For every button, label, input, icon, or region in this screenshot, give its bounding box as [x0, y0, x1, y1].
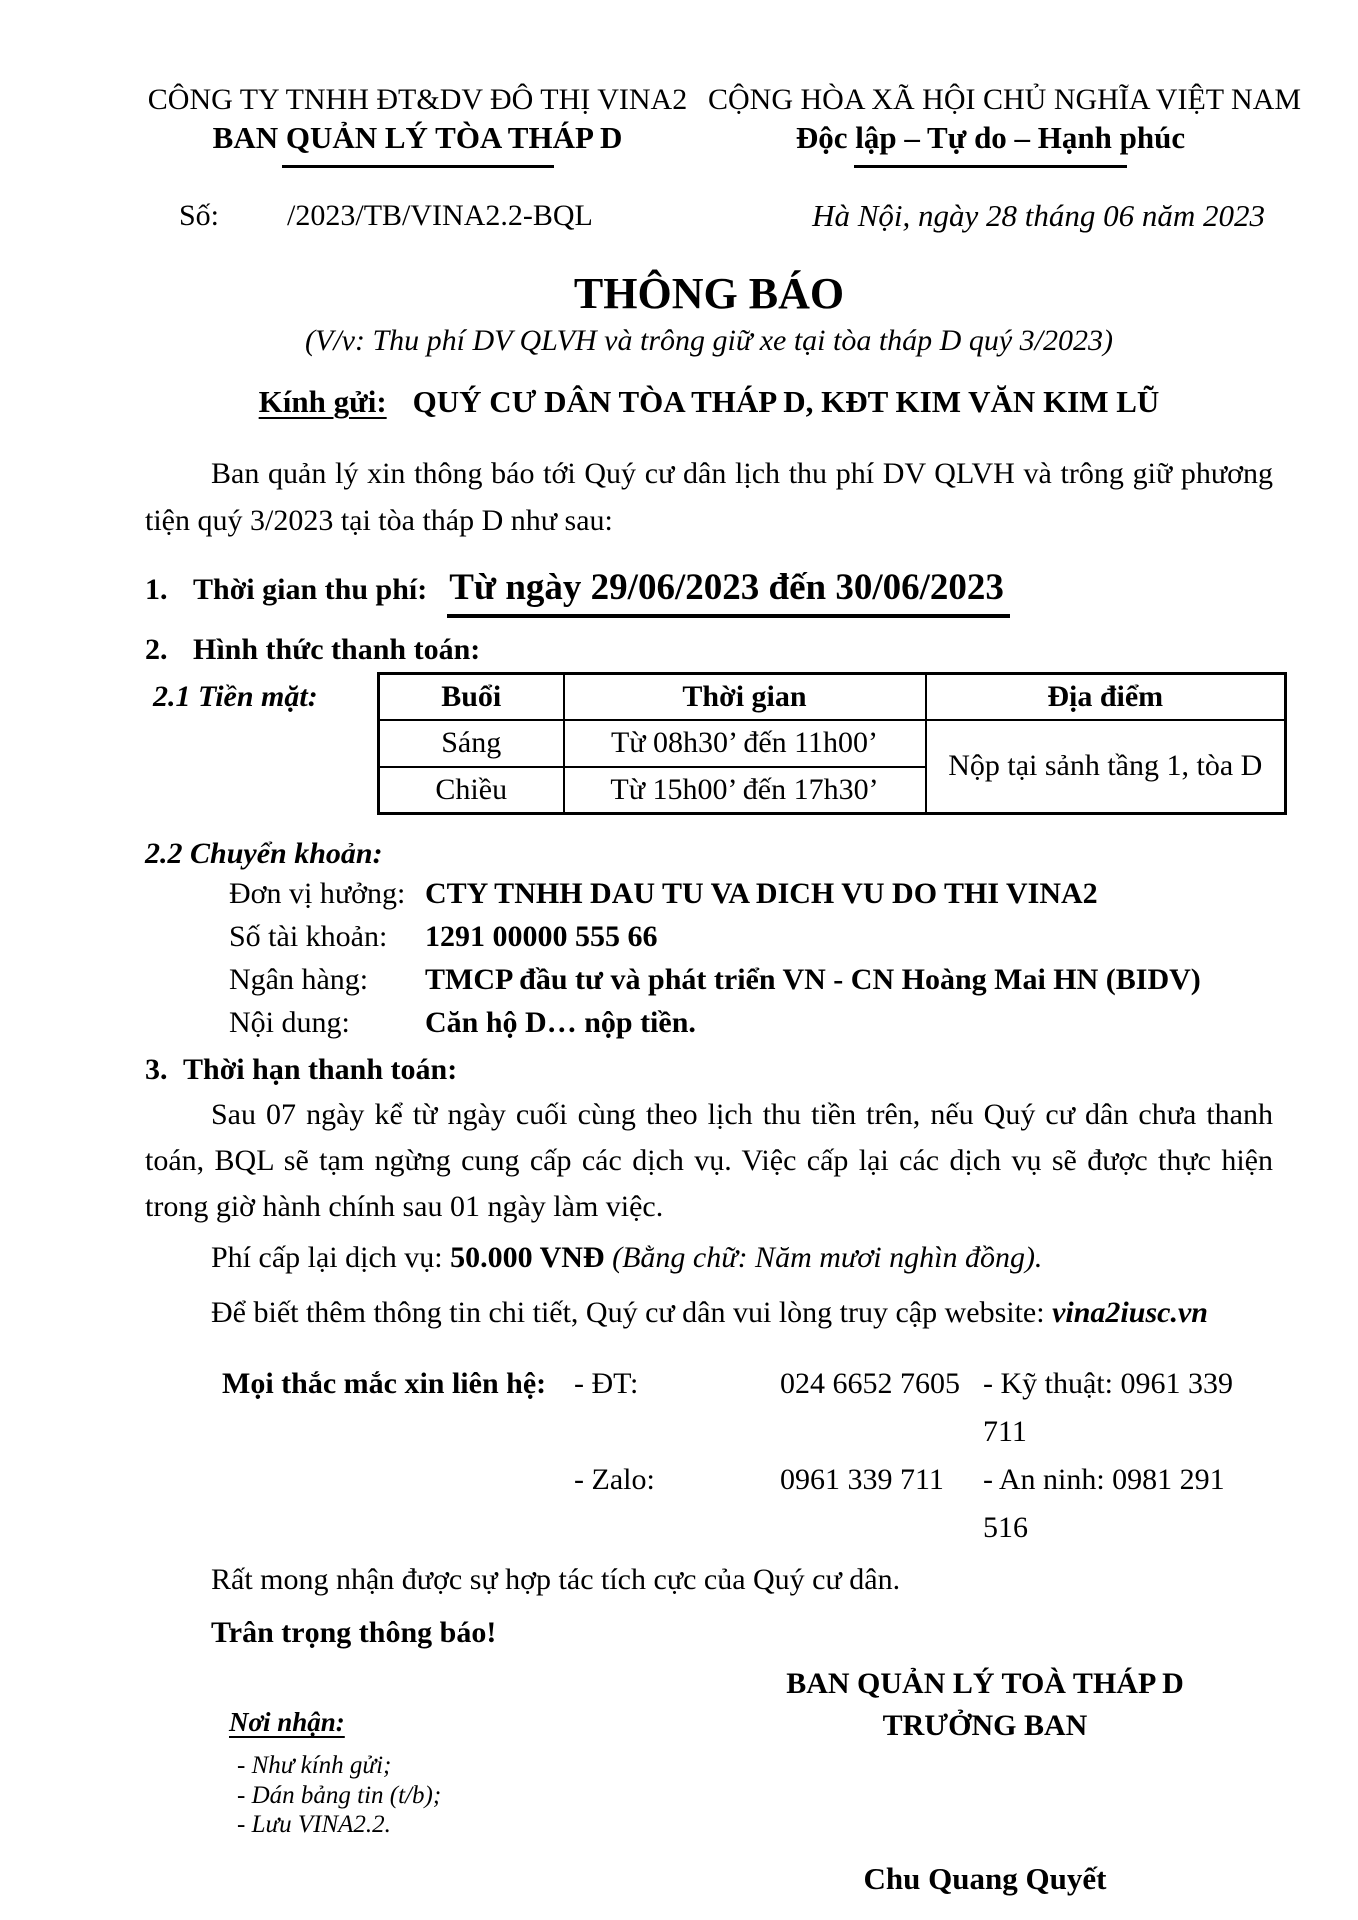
- bank-row: [229, 1001, 1273, 1044]
- cooperation-line: Rất mong nhận được sự hợp tác tích cực của Quý cư dân.: [211, 1563, 901, 1596]
- contact-technical: - Kỹ thuật: 0961 339 711: [983, 1367, 1233, 1448]
- place-and-date: Hà Nội, ngày 28 tháng 06 năm 2023: [812, 198, 1265, 233]
- management-board-name: BAN QUẢN LÝ TÒA THÁP D: [212, 120, 623, 155]
- regards-line: Trân trọng thông báo!: [211, 1616, 497, 1649]
- contact-spacer: [222, 1456, 574, 1552]
- beneficiary-label: Đơn vị hưởng:: [229, 877, 406, 910]
- document-number-value: /2023/TB/VINA2.2-BQL: [287, 199, 593, 232]
- section-2-label: Hình thức thanh toán:: [193, 633, 481, 666]
- national-block: [708, 82, 1302, 168]
- time-cell: Từ 08h30’ đến 11h00’: [564, 720, 926, 767]
- national-motto: Độc lập – Tự do – Hạnh phúc: [795, 120, 1186, 155]
- column-header-session: Buổi: [379, 674, 564, 720]
- document-subject: (V/v: Thu phí DV QLVH và trông giữ xe tại tòa tháp D quý 3/2023): [305, 324, 1113, 357]
- issuer-block: [145, 82, 690, 168]
- recipient-item: - Lưu VINA2.2.: [237, 1811, 391, 1838]
- fee-label: Phí cấp lại dịch vụ:: [211, 1241, 451, 1274]
- company-name: CÔNG TY TNHH ĐT&DV ĐÔ THỊ VINA2: [147, 83, 688, 116]
- cash-schedule-table: [377, 672, 1287, 815]
- location-cell: Nộp tại sảnh tầng 1, tòa D: [926, 720, 1286, 814]
- contact-security: - An ninh: 0981 291 516: [983, 1463, 1225, 1544]
- signatory-name: Chu Quang Quyết: [863, 1861, 1107, 1896]
- cash-label: 2.1 Tiền mặt:: [153, 680, 318, 713]
- contact-heading: Mọi thắc mắc xin liên hệ:: [222, 1367, 547, 1400]
- table-header-row: [379, 674, 1286, 720]
- column-header-time: Thời gian: [564, 674, 926, 720]
- bank-row: [229, 872, 1273, 915]
- signature-block: [765, 1665, 1205, 1745]
- website-url: vina2iusc.vn: [1052, 1296, 1208, 1329]
- intro-paragraph: Ban quản lý xin thông báo tới Quý cư dân lịch thu phí DV QLVH và trông giữ phương tiện quý 3/2023 tại tòa tháp D như sau:: [145, 457, 1273, 537]
- time-cell: Từ 15h00’ đến 17h30’: [564, 767, 926, 814]
- document-header: [145, 82, 1302, 168]
- fee-amount: 50.000 VNĐ: [450, 1241, 605, 1274]
- signature-area: [145, 1665, 1273, 1920]
- contact-channel-phone: - ĐT:: [574, 1367, 639, 1400]
- fee-collection-period: Từ ngày 29/06/2023 đến 30/06/2023: [447, 564, 1010, 618]
- section-3-label: Thời hạn thanh toán:: [183, 1053, 458, 1086]
- document-number-label: Số:: [179, 199, 220, 232]
- issuer-underline: [282, 165, 554, 168]
- bank-name-value: TMCP đầu tư và phát triển VN - CN Hoàng Mai HN (BIDV): [425, 963, 1201, 996]
- website-line: [145, 1294, 1273, 1332]
- deadline-paragraph: Sau 07 ngày kể từ ngày cuối cùng theo lịch thu tiền trên, nếu Quý cư dân chưa thanh toán, BQL sẽ tạm ngừng cung cấp các dịch vụ. Việc cấp lại các dịch vụ sẽ được thực hiện trong giờ hành chính sau 01 ngày làm việc.: [145, 1098, 1273, 1223]
- section-1-heading: [145, 564, 1273, 618]
- contact-zalo-number: 0961 339 711: [780, 1463, 944, 1496]
- section-2-number: 2.: [145, 633, 168, 666]
- signature-role: TRƯỞNG BAN: [882, 1709, 1088, 1742]
- section-3-number: 3.: [145, 1053, 168, 1086]
- section-1-label: Thời gian thu phí:: [193, 573, 428, 606]
- beneficiary-value: CTY TNHH DAU TU VA DICH VU DO THI VINA2: [425, 877, 1098, 910]
- bank-name-label: Ngân hàng:: [229, 963, 369, 996]
- recipients-list: [237, 1751, 441, 1840]
- recipient-item: - Dán bảng tin (t/b);: [237, 1781, 442, 1809]
- salutation: [145, 382, 1273, 422]
- session-cell: Sáng: [379, 720, 564, 767]
- recipient-item: - Như kính gửi;: [237, 1752, 392, 1779]
- salutation-recipient: QUÝ CƯ DÂN TÒA THÁP D, KĐT KIM VĂN KIM LŨ: [412, 384, 1160, 419]
- cash-section: [145, 672, 1273, 822]
- transfer-label: 2.2 Chuyển khoản:: [145, 837, 383, 870]
- session-cell: Chiều: [379, 767, 564, 814]
- column-header-location: Địa điểm: [926, 674, 1286, 720]
- document-title: THÔNG BÁO: [573, 269, 845, 318]
- website-text: Để biết thêm thông tin chi tiết, Quý cư dân vui lòng truy cập website:: [211, 1296, 1053, 1329]
- section-1-number: 1.: [145, 573, 168, 606]
- recipients-block: [229, 1705, 441, 1840]
- salutation-label: Kính gửi:: [258, 384, 387, 419]
- transfer-content-label: Nội dung:: [229, 1006, 350, 1039]
- contact-block: [222, 1360, 1273, 1552]
- contact-channel-zalo: - Zalo:: [574, 1463, 655, 1496]
- contact-phone-number: 024 6652 7605: [780, 1367, 960, 1400]
- reconnection-fee-line: [145, 1238, 1273, 1278]
- bank-row: [229, 958, 1273, 1001]
- motto-underline: [854, 165, 1127, 168]
- account-number-label: Số tài khoản:: [229, 920, 388, 953]
- meta-row: [145, 198, 1273, 234]
- account-number-value: 1291 00000 555 66: [425, 920, 658, 953]
- national-title: CỘNG HÒA XÃ HỘI CHỦ NGHĨA VIỆT NAM: [708, 83, 1302, 116]
- bank-row: [229, 915, 1273, 958]
- fee-amount-in-words: (Bằng chữ: Năm mươi nghìn đồng).: [604, 1241, 1043, 1274]
- table-row: [379, 720, 1286, 767]
- transfer-content-value: Căn hộ D… nộp tiền.: [425, 1006, 696, 1039]
- signature-organization: BAN QUẢN LÝ TOÀ THÁP D: [786, 1667, 1184, 1700]
- recipients-label: Nơi nhận:: [229, 1707, 345, 1737]
- section-3-heading: [145, 1052, 1273, 1088]
- section-2-heading: [145, 632, 1273, 668]
